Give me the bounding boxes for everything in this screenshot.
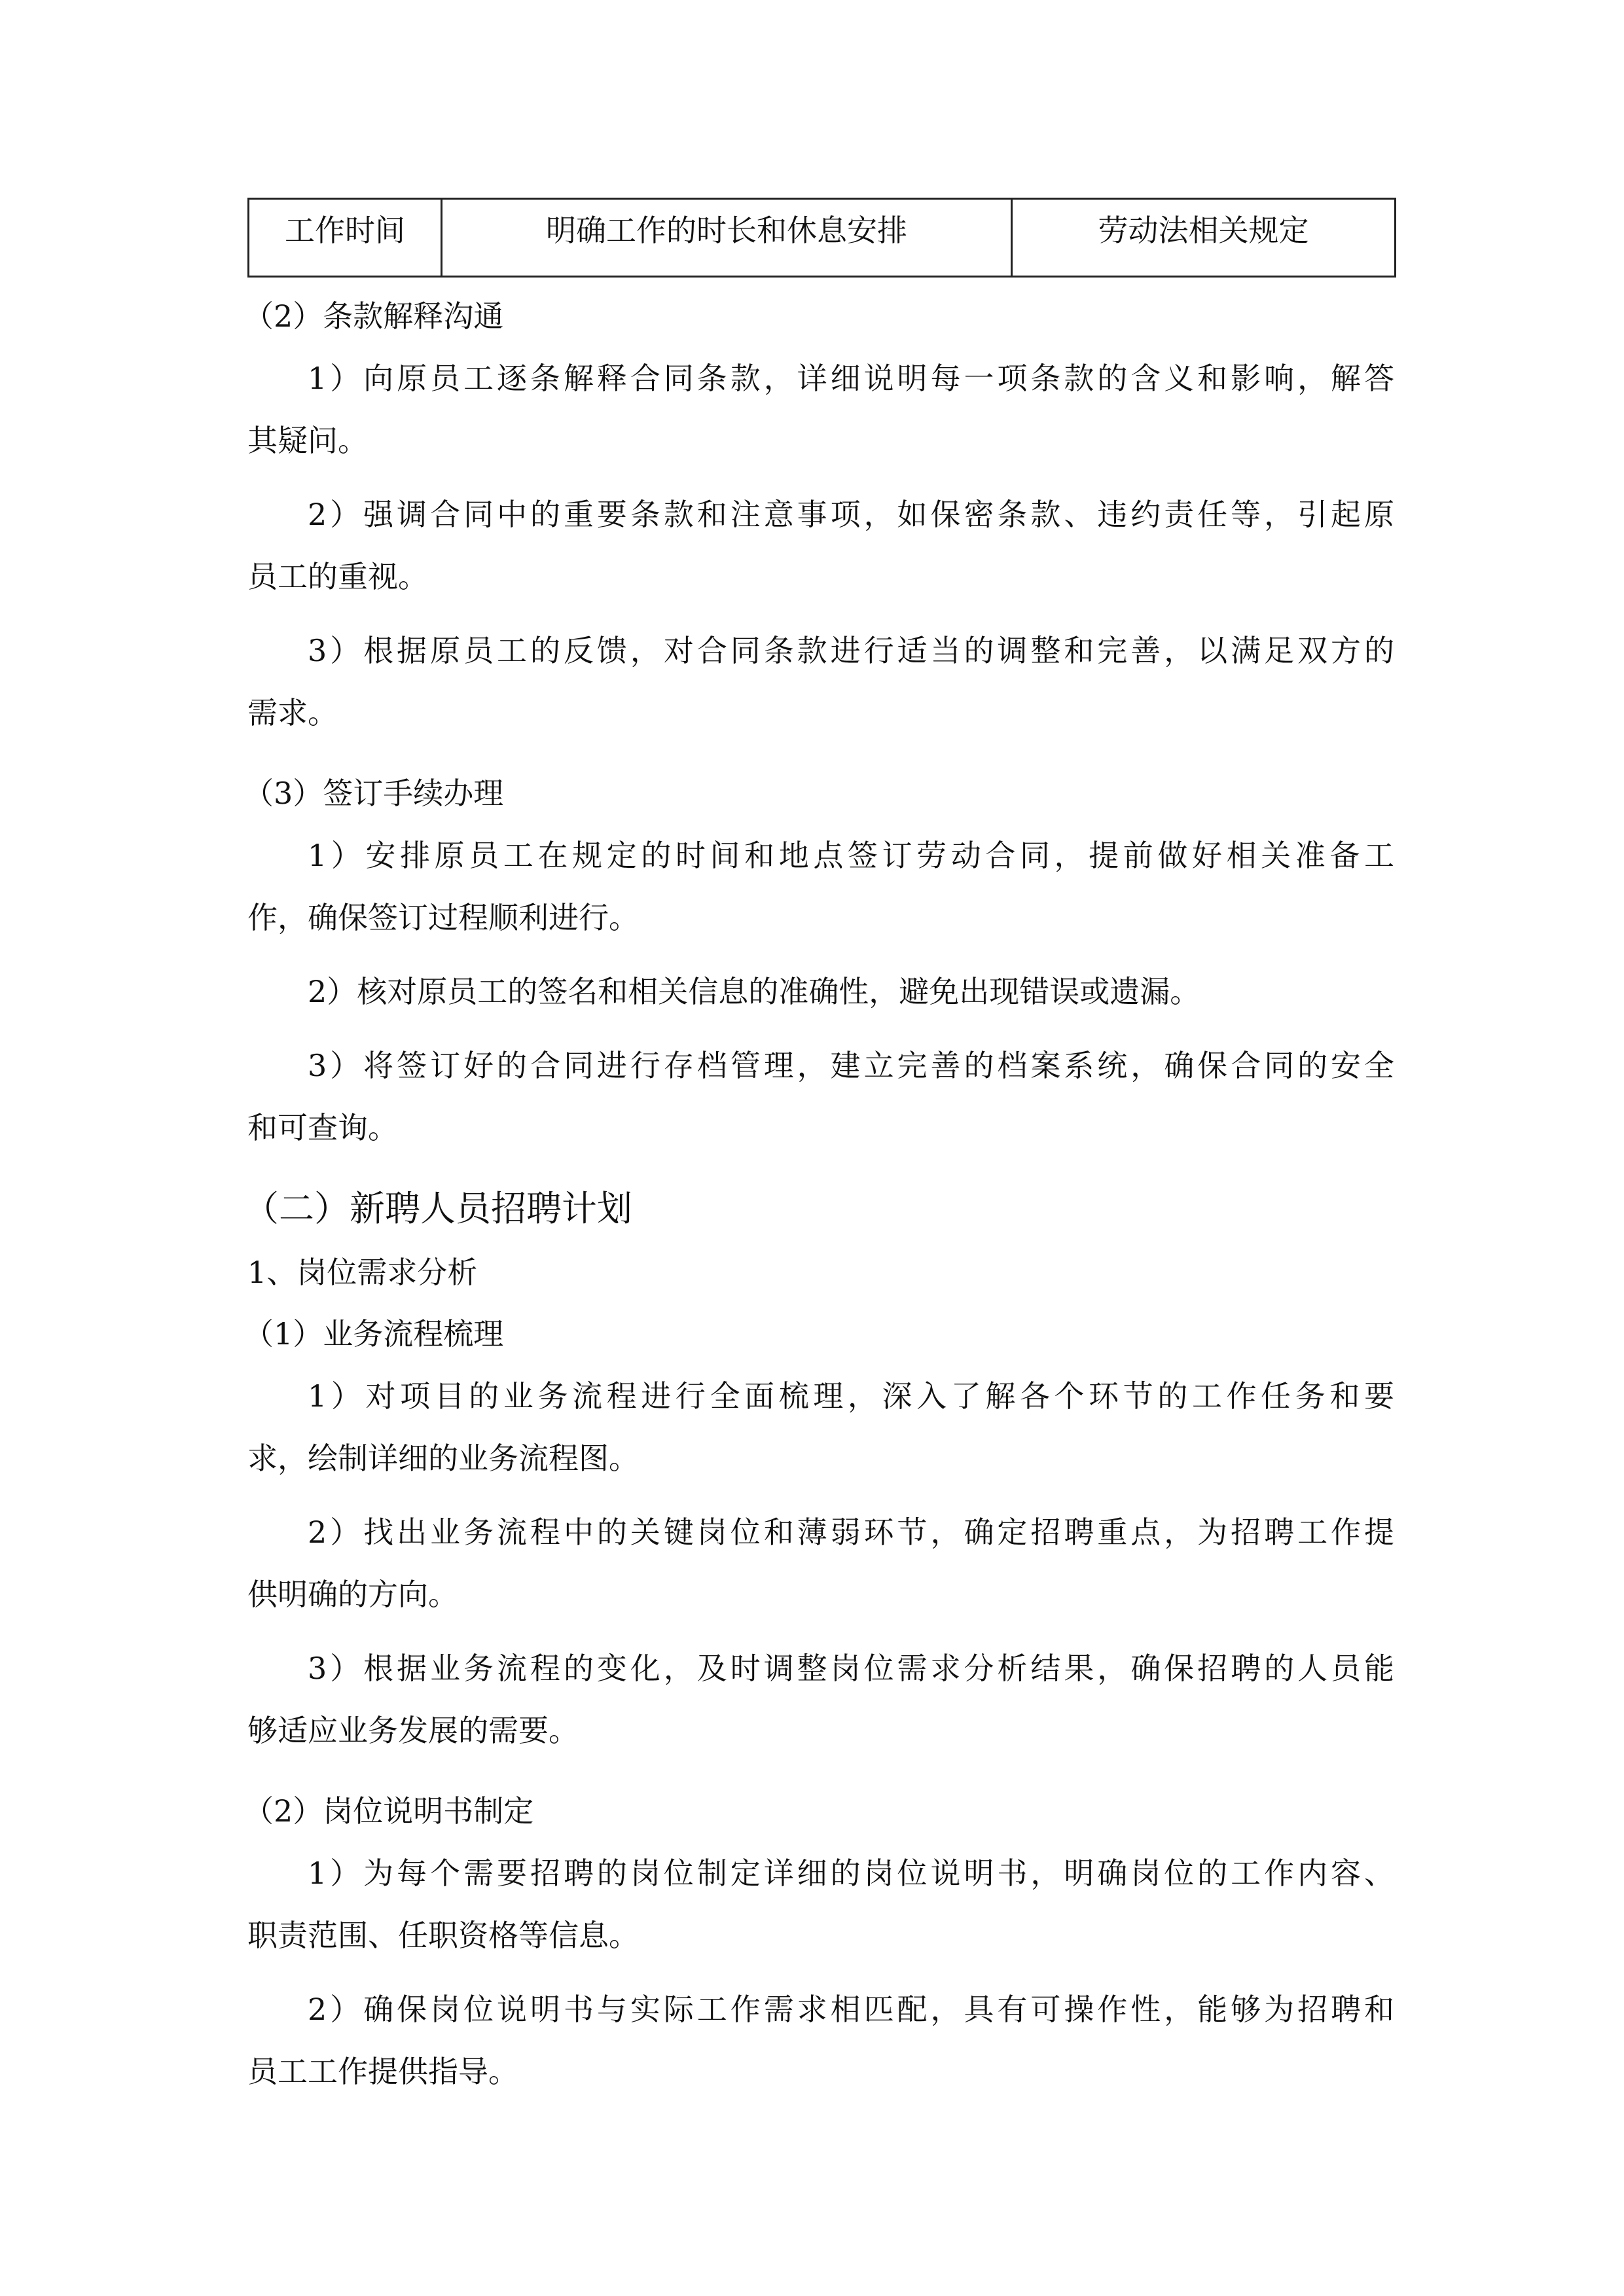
heading-recruitment-plan: （二）新聘人员招聘计划 (244, 1188, 632, 1229)
table-cell-term: 工作时间 (249, 199, 442, 277)
paragraph-line: 3）根据原员工的反馈，对合同条款进行适当的调整和完善，以满足双方的 (308, 633, 1394, 668)
paragraph-line: 3）将签订好的合同进行存档管理，建立完善的档案系统，确保合同的安全 (308, 1048, 1394, 1083)
paragraph-line: 1）向原员工逐条解释合同条款，详细说明每一项条款的含义和影响，解答 (308, 361, 1394, 396)
paragraph-line: 2）找出业务流程中的关键岗位和薄弱环节，确定招聘重点，为招聘工作提 (308, 1515, 1394, 1550)
paragraph-line: 作，确保签订过程顺利进行。 (247, 900, 639, 935)
paragraph-line: 够适应业务发展的需要。 (247, 1713, 579, 1748)
section-title-signing-procedure: （3）签订手续办理 (244, 776, 504, 811)
paragraph-line: 3）根据业务流程的变化，及时调整岗位需求分析结果，确保招聘的人员能 (308, 1651, 1394, 1686)
table-cell-description: 明确工作的时长和休息安排 (442, 199, 1012, 277)
paragraph-line: 2）确保岗位说明书与实际工作需求相匹配，具有可操作性，能够为招聘和 (308, 1992, 1394, 2027)
section-title-business-process: （1）业务流程梳理 (244, 1316, 504, 1352)
paragraph-line: 需求。 (247, 695, 338, 730)
paragraph-line: 员工的重视。 (247, 559, 428, 594)
paragraph-line: 和可查询。 (247, 1110, 398, 1145)
table-row (249, 199, 1396, 277)
heading-position-demand-analysis: 1、岗位需求分析 (247, 1255, 478, 1290)
paragraph-line: 1）安排原员工在规定的时间和地点签订劳动合同，提前做好相关准备工 (308, 838, 1394, 873)
table-cell-basis: 劳动法相关规定 (1012, 199, 1396, 277)
paragraph-line: 员工工作提供指导。 (247, 2054, 518, 2089)
section-title-clause-explanation: （2）条款解释沟通 (244, 298, 504, 334)
paragraph-line: 求，绘制详细的业务流程图。 (247, 1441, 639, 1476)
section-title-job-description: （2）岗位说明书制定 (244, 1793, 534, 1829)
paragraph-line: 供明确的方向。 (247, 1577, 458, 1612)
paragraph-line: 职责范围、任职资格等信息。 (247, 1918, 639, 1953)
paragraph-line: 2）核对原员工的签名和相关信息的准确性，避免出现错误或遗漏。 (308, 974, 1200, 1009)
paragraph-line: 1）为每个需要招聘的岗位制定详细的岗位说明书，明确岗位的工作内容、 (308, 1856, 1394, 1891)
paragraph-line: 其疑问。 (247, 423, 368, 458)
contract-terms-table (247, 198, 1396, 278)
paragraph-line: 1）对项目的业务流程进行全面梳理，深入了解各个环节的工作任务和要 (308, 1378, 1394, 1414)
paragraph-line: 2）强调合同中的重要条款和注意事项，如保密条款、违约责任等，引起原 (308, 497, 1394, 532)
